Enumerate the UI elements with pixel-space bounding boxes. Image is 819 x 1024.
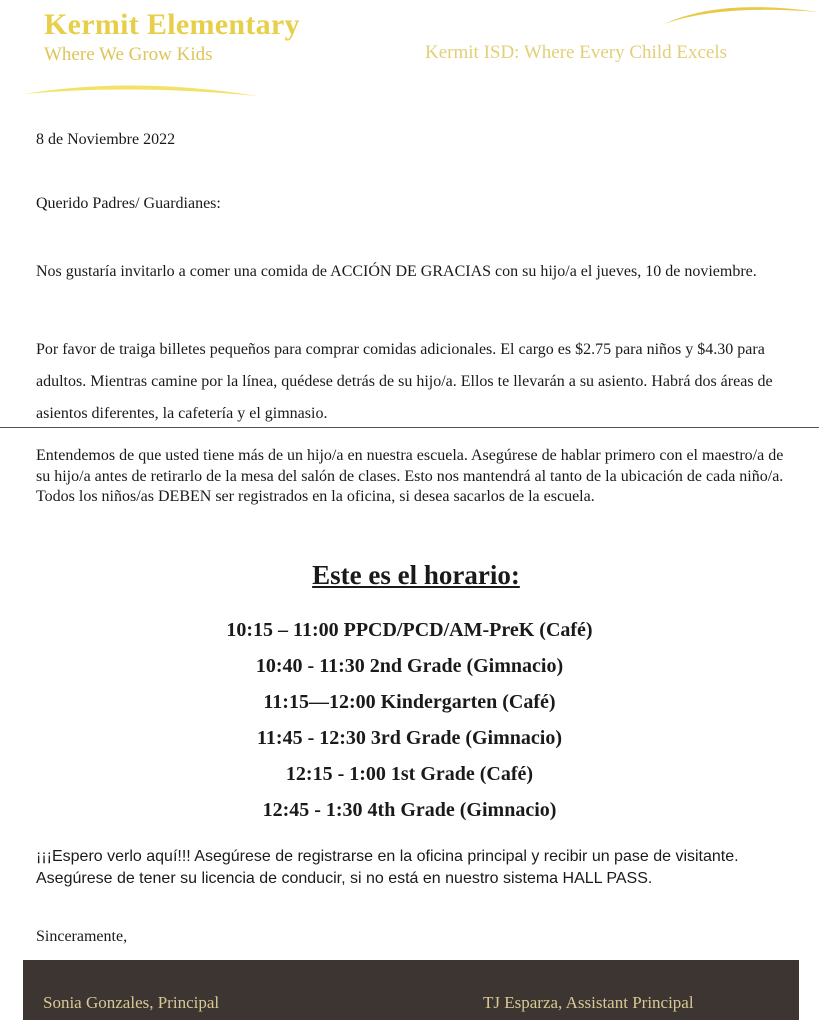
gold-swoosh-decoration <box>660 0 819 28</box>
schedule-item: 12:45 - 1:30 4th Grade (Gimnacio) <box>262 799 557 821</box>
footer-bar <box>23 960 799 1020</box>
schedule-item: 12:15 - 1:00 1st Grade (Café) <box>285 763 534 785</box>
assistant-principal-name: TJ Esparza, Assistant Principal <box>483 993 694 1012</box>
letter-date: 8 de Noviembre 2022 <box>36 131 176 148</box>
schedule-item: 11:15—12:00 Kindergarten (Café) <box>263 691 556 713</box>
invitation-paragraph: Nos gustaría invitarlo a comer una comida de ACCIÓN DE GRACIAS con su hijo/a el jueves, 10 de noviembre. <box>36 263 757 280</box>
schedule-item: 10:15 – 11:00 PPCD/PCD/AM-PreK (Café) <box>226 619 593 641</box>
gold-swoosh-decoration <box>22 74 262 104</box>
school-tagline: Where We Grow Kids <box>44 44 213 65</box>
school-name: Kermit Elementary <box>44 8 300 41</box>
signoff: Sinceramente, <box>36 928 128 945</box>
schedule-item: 11:45 - 12:30 3rd Grade (Gimnacio) <box>257 727 562 749</box>
district-tagline: Kermit ISD: Where Every Child Excels <box>425 42 727 63</box>
pickup-paragraph: Entendemos de que usted tiene más de un hijo/a en nuestra escuela. Asegúrese de hablar primero con el maestro/a de su hijo/a antes de retirarlo de la mesa del salón de clases. Esto nos mantendrá al tanto de la ubicación de cada niño/a. Todos los niños/as DEBEN ser registrados en la oficina, si desea sacarlos de la escuela. <box>36 447 784 505</box>
schedule-item: 10:40 - 11:30 2nd Grade (Gimnacio) <box>255 655 564 677</box>
schedule-title: Este es el horario: <box>312 560 520 590</box>
letter-greeting: Querido Padres/ Guardianes: <box>36 195 221 212</box>
closing-paragraph: ¡¡¡Espero verlo aquí!!! Asegúrese de registrarse en la oficina principal y recibir un pase de visitante. Asegúrese de tener su licencia de conducir, si no está en nuestro sistema HALL PASS. <box>36 848 739 887</box>
principal-name: Sonia Gonzales, Principal <box>43 993 220 1012</box>
divider-line <box>0 427 819 428</box>
schedule-list <box>0 612 819 828</box>
payment-paragraph: Por favor de traiga billetes pequeños para comprar comidas adicionales. El cargo es $2.75 para niños y $4.30 para adultos. Mientras camine por la línea, quédese detrás de su hijo/a. Ellos te llevarán a su asiento. Habrá dos áreas de asientos diferentes, la cafetería y el gimnasio. <box>36 341 773 422</box>
